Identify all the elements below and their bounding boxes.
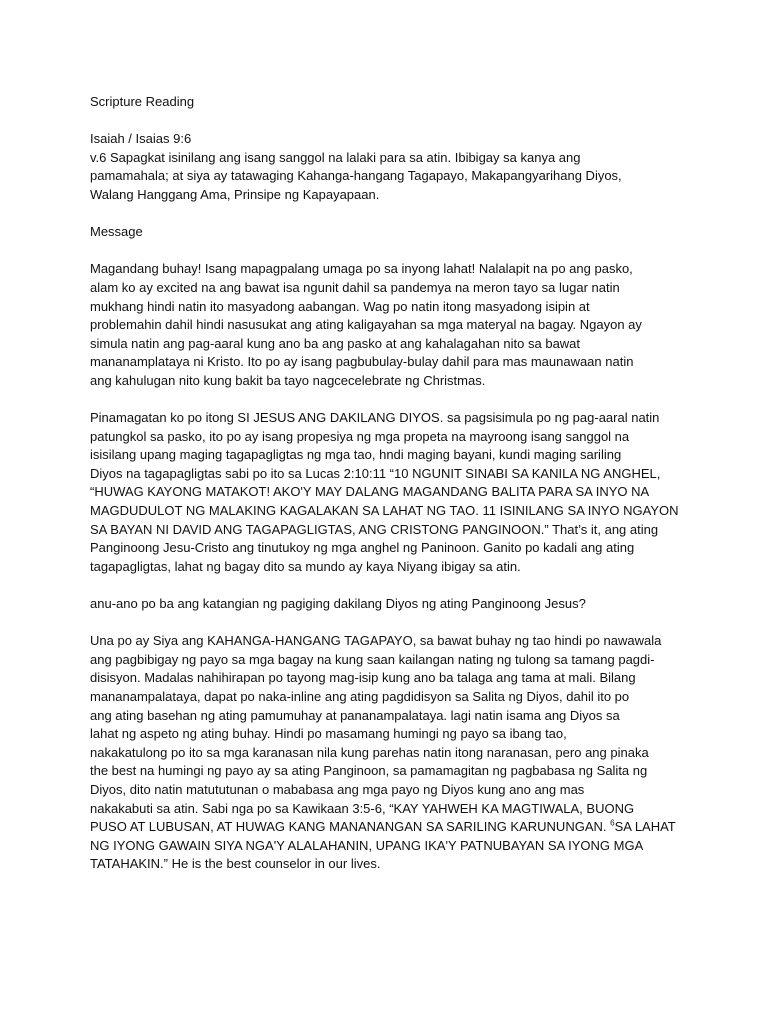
text-line: patungkol sa pasko, ito po ay isang propesiya ng mga propeta na mayroong isang sanggol na	[90, 428, 630, 444]
text-line: isisilang upang maging tagapagligtas ng mga tao, hndi maging bayani, kundi maging sariling	[90, 447, 622, 463]
text-line: Una po ay Siya ang KAHANGA-HANGANG TAGAPAYO, sa bawat buhay ng tao hindi po nawawala	[90, 633, 662, 649]
document-page	[90, 93, 690, 893]
text-line: ang pagbibigay ng payo sa mga bagay na kung saan kailangan nating ng tulong sa tamang pagdi-	[90, 651, 655, 667]
text-line: tagapagligtas, lahat ng bagay dito sa mundo ay kaya Niyang ibigay sa atin.	[90, 558, 521, 574]
text-line: mananampalataya, dapat po naka-inline ang ating pagdidisyon sa Salita ng Diyos, dahil ito po	[90, 689, 630, 704]
scripture-line: v.6 Sapagkat isinilang ang isang sanggol na lalaki para sa atin. Ibibigay sa kanya ang	[90, 149, 581, 165]
text-line: NG IYONG GAWAIN SIYA NGA'Y ALALAHANIN, UPANG IKA'Y PATNUBAYAN SA IYONG MGA	[90, 837, 644, 853]
paragraph-greeting	[90, 260, 690, 390]
question-line: anu-ano po ba ang katangian ng pagiging dakilang Diyos ng ating Panginoong Jesus?	[90, 596, 586, 612]
text-line: MAGDUDULOT NG MALAKING KAGALAKAN SA LAHAT NG TAO. 11 ISINILANG SA INYO NGAYON	[90, 503, 679, 519]
section-title: Scripture Reading	[90, 94, 195, 109]
text-line: Panginoong Jesu-Cristo ang tinutukoy ng mga anghel ng Paninoon. Ganito po kadali ang ating	[90, 540, 635, 556]
text-line: nakakatulong po ito sa mga karanasan nila kung parehas natin itong naranasan, pero ang pinaka	[90, 744, 649, 760]
question-paragraph	[90, 595, 690, 614]
text-segment: PUSO AT LUBUSAN, AT HUWAG KANG MANANANGAN SA SARILING KARUNUNGAN.	[90, 819, 607, 835]
scripture-reference: Isaiah / Isaias 9:6	[90, 131, 192, 147]
text-line-with-verse	[90, 818, 690, 837]
text-line: problemahin dahil hindi nasusukat ang ating kaligayahan sa mga materyal na bagay. Ngayon ay	[90, 317, 642, 333]
text-line: TATAHAKIN.” He is the best counselor in our lives.	[90, 856, 381, 872]
message-section	[90, 223, 690, 242]
text-line: Diyos, dito natin matututunan o mababasa ang mga payo ng Diyos kung ano ang mas	[90, 781, 585, 797]
text-line: mukhang hindi natin ito masyadong aabangan. Wag po natin itong masyadong isipin at	[90, 298, 590, 314]
text-line: Diyos na tagapagligtas sabi po ito sa Lucas 2:10:11 “10 NGUNIT SINABI SA KANILA NG ANGHEL,	[90, 465, 661, 481]
text-line: mananamplataya ni Kristo. Ito po ay isang pagbubulay-bulay dahil para mas maunawaan natin	[90, 354, 634, 370]
text-line: Magandang buhay! Isang mapagpalang umaga po sa inyong lahat! Nalalapit na po ang pasko,	[90, 261, 633, 277]
scripture-passage	[90, 130, 690, 204]
verse-number: 6	[610, 818, 615, 828]
message-heading: Message	[90, 224, 143, 240]
text-line: simula natin ang pag-aaral kung ano ba ang pasko at ang kahalagahan nito sa bawat	[90, 335, 581, 351]
scripture-reading-section	[90, 93, 690, 112]
text-line: alam ko ay excited na ang bawat isa ngunit dahil sa pandemya na meron tayo sa lugar natin	[90, 279, 620, 295]
text-line: ang ating basehan ng ating pamumuhay at pananampalataya. lagi natin isama ang Diyos sa	[90, 707, 620, 723]
text-segment: SA LAHAT	[614, 819, 676, 835]
text-line: lahat ng aspeto ng ating buhay. Hindi po masamang humingi ng payo sa ibang tao,	[90, 726, 567, 742]
text-line: the best na humingi ng payo ay sa ating Panginoon, sa pamamagitan ng pagbabasa ng Salita ng	[90, 763, 648, 779]
scripture-line: Walang Hanggang Ama, Prinsipe ng Kapayapaan.	[90, 186, 380, 202]
paragraph-title-intro	[90, 409, 690, 576]
text-line: disisyon. Madalas nahihirapan po tayong mag-isip kung ano ba talaga ang tama at mali. Bilang	[90, 670, 636, 686]
text-line: Pinamagatan ko po itong SI JESUS ANG DAKILANG DIYOS. sa pagsisimula po ng pag-aaral natin	[90, 410, 660, 426]
text-line: ang kahulugan nito kung bakit ba tayo nagcecelebrate ng Christmas.	[90, 372, 486, 388]
scripture-line: pamamahala; at siya ay tatawaging Kahanga-hangang Tagapayo, Makapangyarihang Diyos,	[90, 168, 622, 184]
paragraph-wonderful-counselor	[90, 632, 690, 874]
text-line: nakakabuti sa atin. Sabi nga po sa Kawikaan 3:5-6, “KAY YAHWEH KA MAGTIWALA, BUONG	[90, 800, 635, 816]
text-line: SA BAYAN NI DAVID ANG TAGAPAGLIGTAS, ANG CRISTONG PANGINOON.” That’s it, ang ating	[90, 521, 659, 537]
text-line: “HUWAG KAYONG MATAKOT! AKO'Y MAY DALANG MAGANDANG BALITA PARA SA INYO NA	[90, 484, 650, 500]
